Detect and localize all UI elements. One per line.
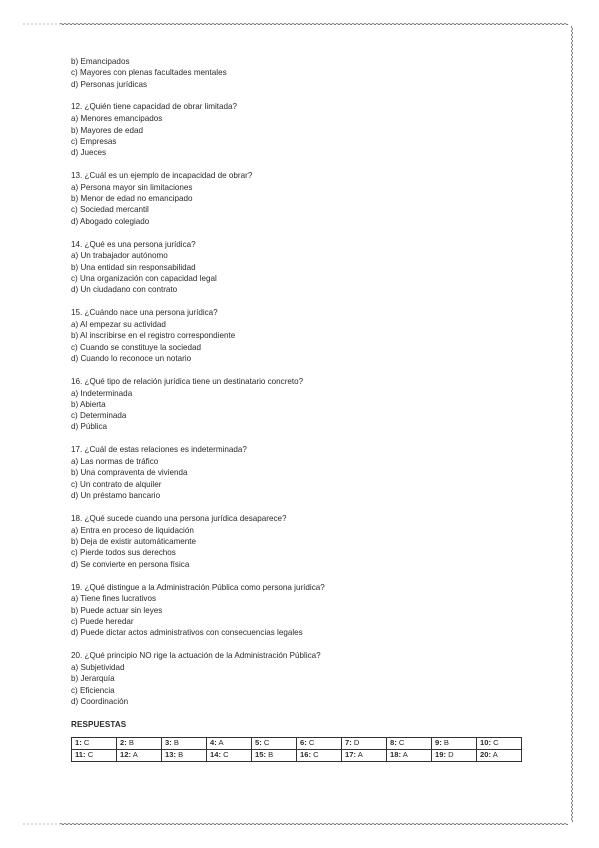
question-block (71, 650, 526, 707)
option: b) Mayores de edad (71, 125, 143, 135)
option: a) Al empezar su actividad (71, 320, 166, 330)
option: a) Subjetividad (71, 662, 125, 672)
answer-cell (252, 737, 297, 749)
answer-number: 18: (390, 750, 401, 760)
answer-cell (162, 749, 207, 761)
answer-cell (117, 749, 162, 761)
answer-number: 12: (120, 750, 131, 760)
answers-title: RESPUESTAS (71, 719, 127, 729)
option: a) Persona mayor sin limitaciones (71, 182, 193, 192)
answer-number: 2: (120, 738, 127, 748)
question-text: 17. ¿Cuál de estas relaciones es indeterminada? (71, 445, 247, 455)
option: a) Menores emancipados (71, 114, 163, 124)
question-block (71, 239, 526, 296)
option: b) Una compraventa de vivienda (71, 468, 188, 478)
question-text: 13. ¿Cuál es un ejemplo de incapacidad de obrar? (71, 171, 253, 181)
question-block (71, 307, 526, 364)
answer-letter: C (83, 738, 90, 748)
answer-number: 10: (480, 738, 491, 748)
answer-cell (387, 737, 432, 749)
option: d) Un ciudadano con contrato (71, 285, 178, 295)
answer-letter: D (353, 738, 360, 748)
option: c) Pierde todos sus derechos (71, 548, 176, 558)
answer-cell (432, 749, 477, 761)
option: c) Un contrato de alquiler (71, 479, 162, 489)
question-block (71, 376, 526, 433)
answer-cell (477, 749, 522, 761)
answer-number: 19: (435, 750, 446, 760)
answer-cell (342, 737, 387, 749)
answer-number: 11: (75, 750, 86, 760)
option: b) Una entidad sin responsabilidad (71, 262, 196, 272)
question-text: 19. ¿Qué distingue a la Administración Pública como persona jurídica? (71, 582, 325, 592)
question-text: 12. ¿Quién tiene capacidad de obrar limitada? (71, 102, 238, 112)
answer-letter: B (173, 738, 179, 748)
option: a) Indeterminada (71, 388, 133, 398)
answer-letter: B (268, 750, 274, 760)
question-block (71, 170, 526, 227)
answer-letter: A (218, 738, 224, 748)
option: b) Menor de edad no emancipado (71, 194, 193, 204)
answer-cell (207, 749, 252, 761)
answer-cell (387, 749, 432, 761)
option: d) Coordinación (71, 696, 129, 706)
answer-cell (72, 737, 117, 749)
option: a) Un trabajador autónomo (71, 251, 168, 261)
option: c) Puede heredar (71, 616, 134, 626)
answers-row (72, 749, 522, 761)
answer-number: 9: (435, 738, 442, 748)
question-list (71, 101, 526, 707)
answer-cell (72, 749, 117, 761)
answer-cell (297, 737, 342, 749)
answer-number: 3: (165, 738, 172, 748)
answer-letter: C (493, 738, 499, 748)
option: b) Deja de existir automáticamente (71, 537, 197, 547)
option: d) Pública (71, 422, 107, 432)
answer-cell (477, 737, 522, 749)
question-text: 20. ¿Qué principio NO rige la actuación de la Administración Pública? (71, 651, 321, 661)
answer-number: 17: (345, 750, 356, 760)
answer-letter: C (398, 738, 405, 748)
option: c) Empresas (71, 136, 117, 146)
option: b) Jerarquía (71, 674, 115, 684)
answer-letter: B (128, 738, 134, 748)
border-right-wave (571, 26, 572, 822)
answer-letter: A (402, 750, 408, 760)
question-block (71, 582, 526, 639)
question-block (71, 444, 526, 501)
option: d) Abogado colegiado (71, 216, 150, 226)
border-top-wave (24, 23, 569, 24)
option: c) Mayores con plenas facultades mentales (71, 68, 227, 78)
question-block (71, 101, 526, 158)
option: c) Eficiencia (71, 685, 115, 695)
option: c) Una organización con capacidad legal (71, 274, 217, 284)
answer-number: 16: (300, 750, 311, 760)
answer-letter: D (448, 750, 454, 760)
answer-cell (162, 737, 207, 749)
question-text: 18. ¿Qué sucede cuando una persona jurídica desaparece? (71, 513, 287, 523)
answer-number: 15: (255, 750, 266, 760)
document-body (71, 56, 526, 762)
option: c) Cuando se constituye la sociedad (71, 342, 202, 352)
answer-letter: C (308, 738, 315, 748)
answers-table (71, 737, 522, 762)
answer-number: 6: (300, 738, 307, 748)
answer-number: 1: (75, 738, 82, 748)
option: c) Sociedad mercantil (71, 205, 149, 215)
answers-row (72, 737, 522, 749)
option: d) Personas jurídicas (71, 79, 148, 89)
answer-letter: C (263, 738, 270, 748)
border-bottom-wave (24, 823, 569, 824)
answer-number: 7: (345, 738, 352, 748)
answer-number: 5: (255, 738, 262, 748)
option: b) Al inscribirse en el registro correspondiente (71, 331, 236, 341)
question-text: 16. ¿Qué tipo de relación jurídica tiene un destinatario concreto? (71, 376, 304, 386)
option: d) Jueces (71, 148, 107, 158)
option: b) Abierta (71, 399, 106, 409)
question-block (71, 513, 526, 570)
answer-letter: B (178, 750, 184, 760)
answer-letter: C (313, 750, 319, 760)
option: d) Puede dictar actos administrativos con consecuencias legales (71, 628, 303, 638)
answer-number: 8: (390, 738, 397, 748)
answer-letter: C (87, 750, 94, 760)
answer-number: 14: (210, 750, 221, 760)
answer-number: 4: (210, 738, 217, 748)
option: d) Se convierte en persona física (71, 559, 190, 569)
answer-cell (432, 737, 477, 749)
answer-letter: A (357, 750, 363, 760)
question-text: 14. ¿Qué es una persona jurídica? (71, 239, 196, 249)
option: a) Tiene fines lucrativos (71, 594, 157, 604)
option: b) Emancipados (71, 57, 130, 66)
answer-cell (342, 749, 387, 761)
option: b) Puede actuar sin leyes (71, 605, 163, 615)
answer-number: 13: (165, 750, 176, 760)
question-carryover (71, 56, 526, 90)
answer-cell (252, 749, 297, 761)
answer-letter: A (492, 750, 498, 760)
answer-cell (297, 749, 342, 761)
answer-letter: A (132, 750, 138, 760)
answer-letter: C (223, 750, 229, 760)
option: a) Entra en proceso de liquidación (71, 525, 194, 535)
option: a) Las normas de tráfico (71, 457, 159, 467)
answer-number: 20: (480, 750, 491, 760)
answer-cell (117, 737, 162, 749)
option: c) Determinada (71, 411, 127, 421)
question-text: 15. ¿Cuándo nace una persona jurídica? (71, 308, 218, 318)
answer-letter: B (443, 738, 449, 748)
option: d) Cuando lo reconoce un notario (71, 353, 192, 363)
option: d) Un préstamo bancario (71, 491, 161, 501)
answer-cell (207, 737, 252, 749)
